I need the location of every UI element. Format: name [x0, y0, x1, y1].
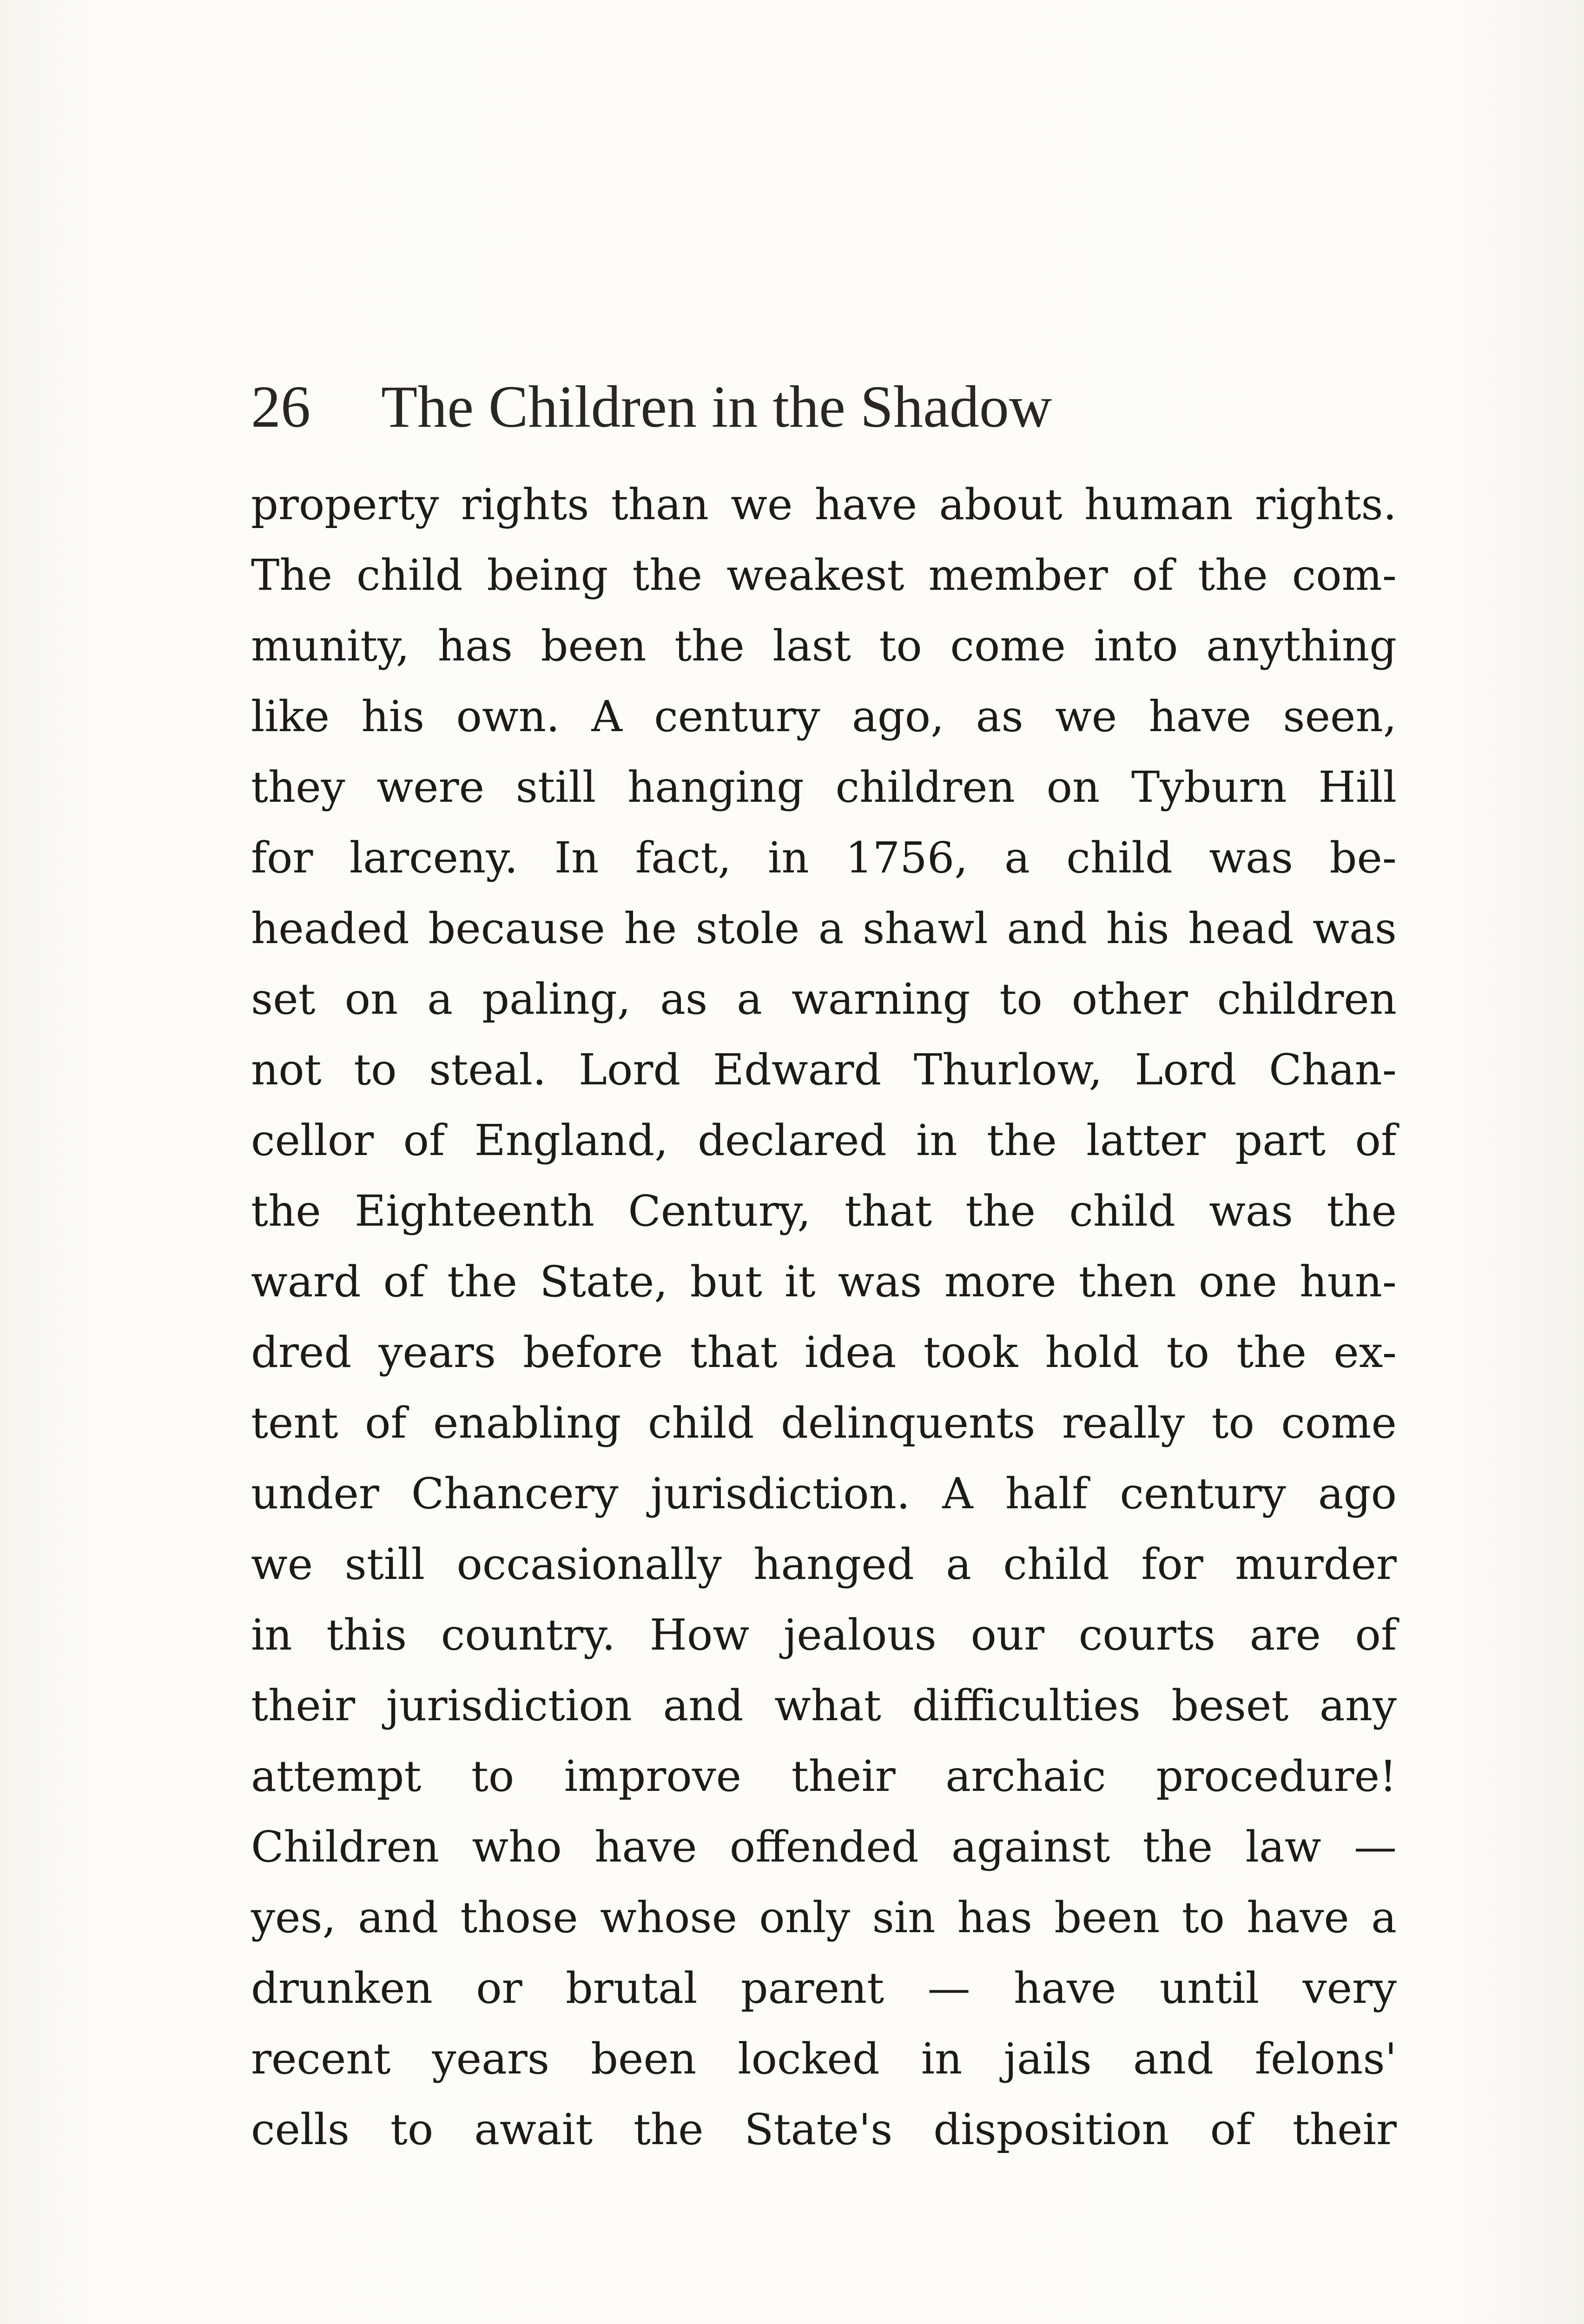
text-line: drunken or brutal parent — have until very [251, 1963, 1397, 2013]
text-line: in this country. How jealous our courts are of [251, 1610, 1397, 1660]
text-line: recent years been locked in jails and felons' [251, 2034, 1397, 2084]
text-line: dred years before that idea took hold to the ex- [251, 1327, 1397, 1377]
text-line: The child being the weakest member of the com- [251, 550, 1397, 600]
page-header [251, 365, 1227, 449]
running-title: The Children in the Shadow [381, 374, 1052, 440]
text-line: property rights than we have about human rights. [251, 480, 1397, 529]
text-line: cellor of England, declared in the latter part of [251, 1116, 1397, 1165]
body-text [251, 469, 1397, 2165]
text-line: we still occasionally hanged a child for murder [251, 1539, 1397, 1589]
text-line: for larceny. In fact, in 1756, a child was be- [251, 833, 1397, 883]
text-line: Children who have offended against the law — [251, 1822, 1397, 1872]
page-number: 26 [251, 374, 310, 440]
text-line: cells to await the State's disposition of their [251, 2105, 1397, 2154]
text-line: tent of enabling child delinquents really to come [251, 1398, 1397, 1448]
text-line: attempt to improve their archaic procedure! [251, 1751, 1397, 1801]
text-line: like his own. A century ago, as we have seen, [251, 692, 1397, 741]
text-line: their jurisdiction and what difficulties beset any [251, 1681, 1397, 1730]
text-line: they were still hanging children on Tyburn Hill [251, 762, 1397, 812]
text-line: headed because he stole a shawl and his head was [251, 904, 1397, 953]
text-line: ward of the State, but it was more then one hun- [251, 1257, 1397, 1307]
text-line: munity, has been the last to come into anything [251, 621, 1397, 671]
text-line: the Eighteenth Century, that the child was the [251, 1186, 1397, 1236]
text-line: set on a paling, as a warning to other children [251, 974, 1397, 1024]
text-line: not to steal. Lord Edward Thurlow, Lord Chan- [251, 1045, 1397, 1095]
text-line: under Chancery jurisdiction. A half century ago [251, 1469, 1397, 1519]
text-line: yes, and those whose only sin has been to have a [251, 1893, 1397, 1942]
